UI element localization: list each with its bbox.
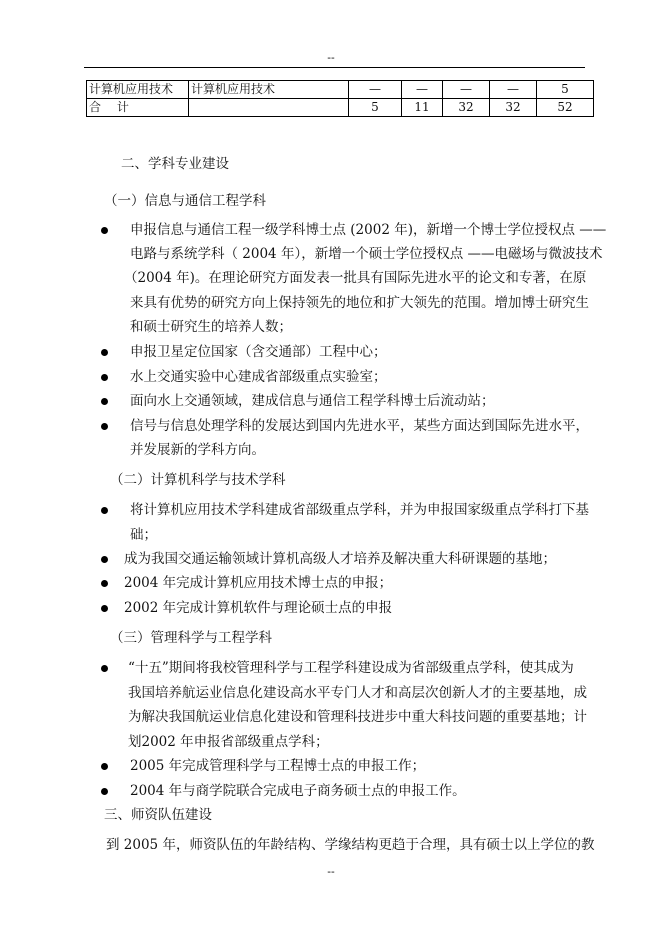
bullet-icon [101,374,108,381]
paragraph-line: 申报信息与通信工程一级学科博士点 (2002 年)，新增一个博士学位授权点 —— [130,222,607,238]
table-cell: 32 [443,99,490,117]
list-item: 申报卫星定位国家（含交通部）工程中心； [130,344,387,360]
paragraph-line: 础； [130,527,157,543]
bullet-icon [101,665,108,672]
bullet-icon [101,227,108,234]
list-item: 成为我国交通运输领域计算机高级人才培养及解决重大科研课题的基地； [124,551,556,567]
page-header-marker: -- [327,51,335,64]
table-cell: 计算机应用技术 [189,81,349,99]
table-cell: 5 [537,81,594,99]
table-cell: — [490,81,537,99]
table-cell: 计算机应用技术 [87,81,189,99]
table-cell: — [402,81,443,99]
list-item: 水上交通实验中心建成省部级重点实验室； [130,369,387,385]
paragraph-line: 信号与信息处理学科的发展达到国内先进水平，某些方面达到国际先进水平， [130,418,589,434]
paragraph-line: 和硕士研究生的培养人数； [130,319,292,335]
list-item: 面向水上交通领域，建成信息与通信工程学科博士后流动站； [130,393,495,409]
bullet-icon [101,788,108,795]
section-heading: 三、师资队伍建设 [104,807,212,823]
list-item: 2002 年完成计算机软件与理论硕士点的申报 [124,600,393,616]
bullet-icon [101,423,108,430]
subsection-heading: （三）管理科学与工程学科 [110,630,272,646]
summary-table [86,80,594,117]
page-footer-marker: -- [327,865,335,878]
bullet-icon [101,556,108,563]
subsection-heading: （一）信息与通信工程学科 [104,193,266,209]
bullet-icon [101,763,108,770]
paragraph-line: 来具有优势的研究方向上保持领先的地位和扩大领先的范围。增加博士研究生 [130,295,589,311]
header-rule [84,67,585,68]
subsection-heading: （二）计算机科学与技术学科 [110,472,286,488]
table-cell: 32 [490,99,537,117]
bullet-icon [101,580,108,587]
paragraph-line: 划2002 年申报省部级重点学科； [128,734,329,750]
table-row [87,99,594,117]
table-cell: — [349,81,402,99]
total-label-cell: 合 计 [87,99,189,117]
list-item: 2004 年完成计算机应用技术博士点的申报； [124,575,393,591]
bullet-icon [101,349,108,356]
table-row [87,81,594,99]
paragraph-line: 将计算机应用技术学科建成省部级重点学科，并为申报国家级重点学科打下基 [130,502,589,518]
section-heading: 二、学科专业建设 [121,156,229,172]
table-cell [189,99,349,117]
paragraph-line: 电路与系统学科（ 2004 年），新增一个硕士学位授权点 ——电磁场与微波技术 [130,246,603,262]
bullet-icon [101,507,108,514]
bullet-icon [101,605,108,612]
list-item: 2004 年与商学院联合完成电子商务硕士点的申报工作。 [130,783,466,799]
paragraph-line: 为解决我国航运业信息化建设和管理科技进步中重大科技问题的重要基地；计 [128,709,587,725]
bullet-icon [101,398,108,405]
table-cell: 52 [537,99,594,117]
paragraph-line: 我国培养航运业信息化建设高水平专门人才和高层次创新人才的主要基地，成 [128,685,587,701]
table-cell: 11 [402,99,443,117]
table-cell: 5 [349,99,402,117]
list-item: 2005 年完成管理科学与工程博士点的申报工作； [130,758,426,774]
paragraph-line: 并发展新的学科方向。 [130,442,265,458]
paragraph-line: “十五”期间将我校管理科学与工程学科建设成为省部级重点学科，使其成为 [128,660,574,676]
paragraph-line: 到 2005 年，师资队伍的年龄结构、学缘结构更趋于合理，具有硕士以上学位的教 [106,837,595,853]
paragraph-line: （2004 年)。在理论研究方面发表一批具有国际先进水平的论文和专著，在原 [124,270,587,286]
table-cell: — [443,81,490,99]
